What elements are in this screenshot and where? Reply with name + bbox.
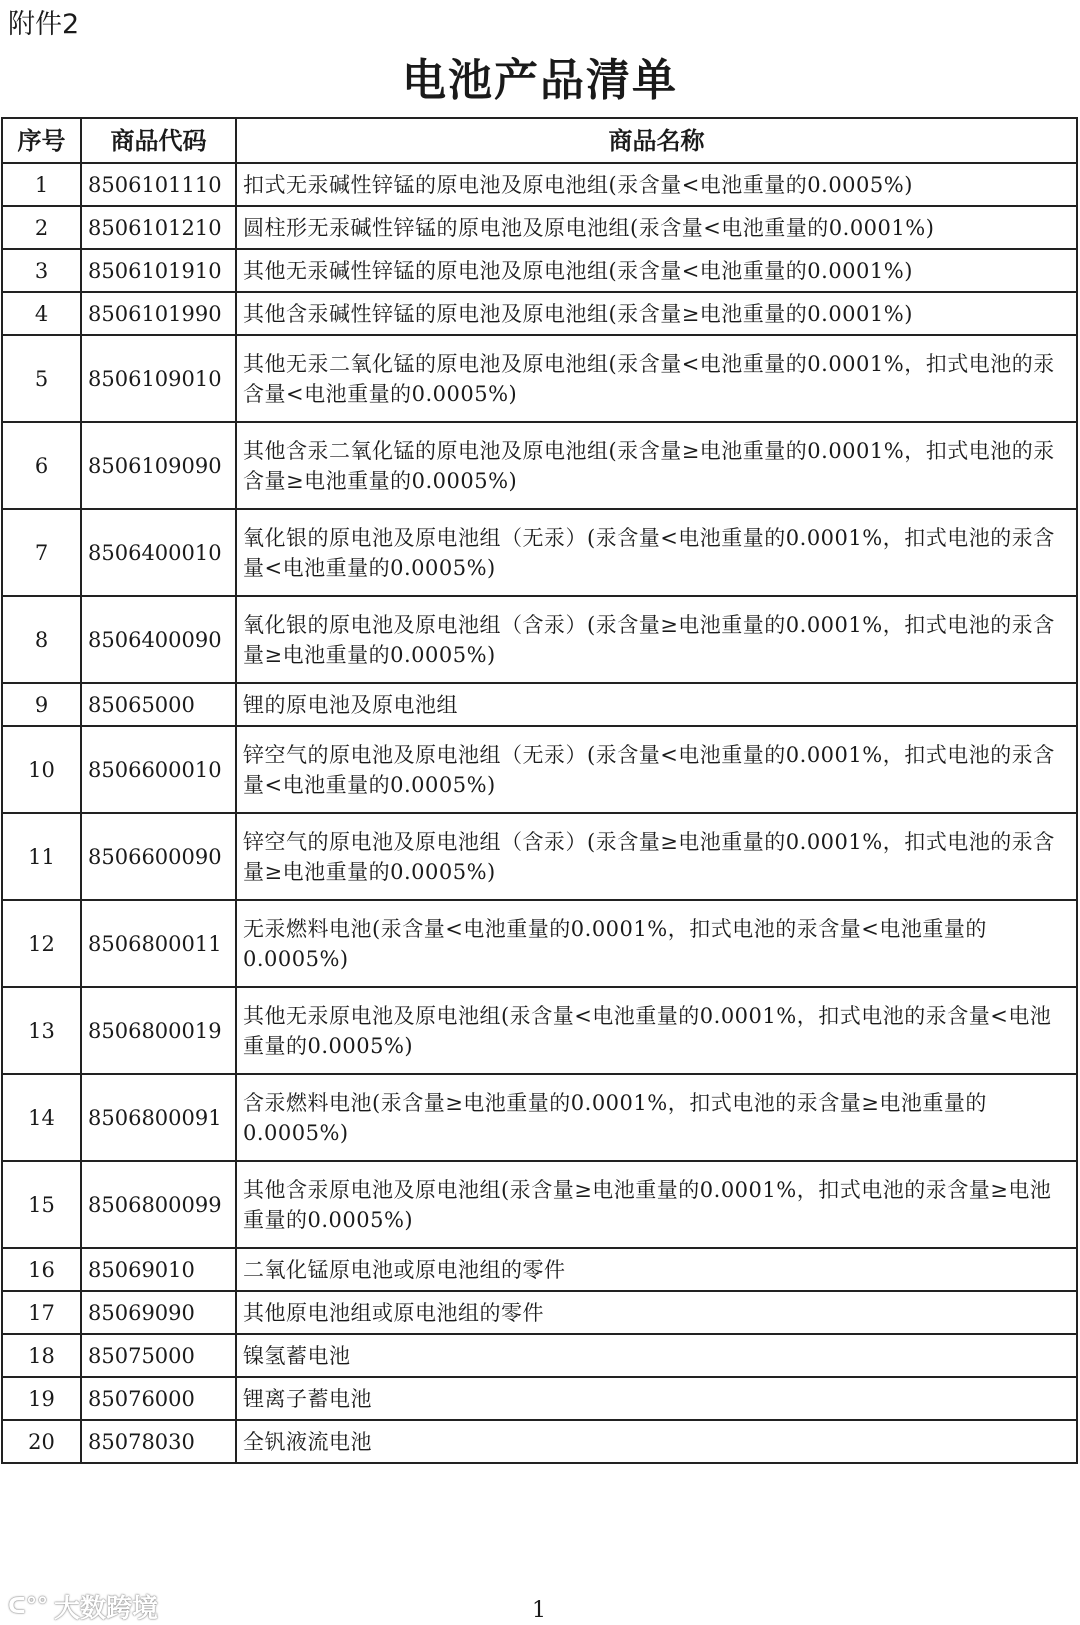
table-row [2, 509, 1077, 596]
row-number: 18 [2, 1334, 81, 1377]
table-row [2, 726, 1077, 813]
table-row [2, 683, 1077, 726]
product-name: 锌空气的原电池及原电池组（无汞）(汞含量<电池重量的0.0001%，扣式电池的汞含量<电池重量的0.0005%) [236, 726, 1077, 813]
row-number: 6 [2, 422, 81, 509]
watermark [8, 1588, 158, 1625]
product-code: 8506800019 [81, 987, 236, 1074]
product-name: 其他无汞原电池及原电池组(汞含量<电池重量的0.0001%，扣式电池的汞含量<电池重量的0.0005%) [236, 987, 1077, 1074]
product-code: 85065000 [81, 683, 236, 726]
row-number: 1 [2, 163, 81, 206]
product-code: 8506109010 [81, 335, 236, 422]
product-name: 全钒液流电池 [236, 1420, 1077, 1463]
product-name: 二氧化锰原电池或原电池组的零件 [236, 1248, 1077, 1291]
row-number: 12 [2, 900, 81, 987]
product-code: 8506400090 [81, 596, 236, 683]
product-code: 85069090 [81, 1291, 236, 1334]
product-code: 8506800091 [81, 1074, 236, 1161]
product-code: 85076000 [81, 1377, 236, 1420]
watermark-logo-icon: ᑕ°° [8, 1594, 48, 1619]
table-row [2, 1377, 1077, 1420]
table-row [2, 1161, 1077, 1248]
product-name: 圆柱形无汞碱性锌锰的原电池及原电池组(汞含量<电池重量的0.0001%) [236, 206, 1077, 249]
table-row [2, 813, 1077, 900]
table-row [2, 900, 1077, 987]
product-code: 8506101910 [81, 249, 236, 292]
product-name: 镍氢蓄电池 [236, 1334, 1077, 1377]
product-name: 氧化银的原电池及原电池组（无汞）(汞含量<电池重量的0.0001%，扣式电池的汞含量<电池重量的0.0005%) [236, 509, 1077, 596]
table-row [2, 422, 1077, 509]
row-number: 15 [2, 1161, 81, 1248]
row-number: 5 [2, 335, 81, 422]
page-number: 1 [532, 1598, 546, 1623]
product-name: 其他无汞二氧化锰的原电池及原电池组(汞含量<电池重量的0.0001%，扣式电池的汞含量<电池重量的0.0005%) [236, 335, 1077, 422]
row-number: 2 [2, 206, 81, 249]
table-row [2, 335, 1077, 422]
product-name: 其他含汞二氧化锰的原电池及原电池组(汞含量≥电池重量的0.0001%，扣式电池的汞含量≥电池重量的0.0005%) [236, 422, 1077, 509]
product-name: 无汞燃料电池(汞含量<电池重量的0.0001%，扣式电池的汞含量<电池重量的0.0005%) [236, 900, 1077, 987]
table-row [2, 1420, 1077, 1463]
table-row [2, 596, 1077, 683]
product-code: 8506600090 [81, 813, 236, 900]
product-name: 氧化银的原电池及原电池组（含汞）(汞含量≥电池重量的0.0001%，扣式电池的汞含量≥电池重量的0.0005%) [236, 596, 1077, 683]
table-row [2, 292, 1077, 335]
product-code: 85069010 [81, 1248, 236, 1291]
watermark-text: 大数跨境 [53, 1594, 158, 1624]
product-code: 8506800011 [81, 900, 236, 987]
product-name: 锂离子蓄电池 [236, 1377, 1077, 1420]
row-number: 16 [2, 1248, 81, 1291]
row-number: 10 [2, 726, 81, 813]
attachment-label: 附件2 [8, 9, 80, 40]
product-name: 其他无汞碱性锌锰的原电池及原电池组(汞含量<电池重量的0.0001%) [236, 249, 1077, 292]
product-name: 锌空气的原电池及原电池组（含汞）(汞含量≥电池重量的0.0001%，扣式电池的汞含量≥电池重量的0.0005%) [236, 813, 1077, 900]
battery-product-table [1, 117, 1078, 1464]
header-code: 商品代码 [81, 118, 236, 163]
row-number: 7 [2, 509, 81, 596]
row-number: 19 [2, 1377, 81, 1420]
product-code: 8506101990 [81, 292, 236, 335]
product-code: 8506400010 [81, 509, 236, 596]
table-row [2, 249, 1077, 292]
product-name: 其他含汞碱性锌锰的原电池及原电池组(汞含量≥电池重量的0.0001%) [236, 292, 1077, 335]
page-title: 电池产品清单 [402, 55, 678, 106]
product-code: 8506101110 [81, 163, 236, 206]
table-row [2, 1248, 1077, 1291]
table-row [2, 1291, 1077, 1334]
table-row [2, 1074, 1077, 1161]
header-name: 商品名称 [236, 118, 1077, 163]
table-row [2, 987, 1077, 1074]
row-number: 4 [2, 292, 81, 335]
product-code: 85075000 [81, 1334, 236, 1377]
product-code: 8506101210 [81, 206, 236, 249]
product-name: 扣式无汞碱性锌锰的原电池及原电池组(汞含量<电池重量的0.0005%) [236, 163, 1077, 206]
row-number: 3 [2, 249, 81, 292]
product-code: 8506600010 [81, 726, 236, 813]
row-number: 11 [2, 813, 81, 900]
row-number: 20 [2, 1420, 81, 1463]
row-number: 17 [2, 1291, 81, 1334]
row-number: 8 [2, 596, 81, 683]
table-header-row [2, 118, 1077, 163]
table-row [2, 163, 1077, 206]
product-code: 8506800099 [81, 1161, 236, 1248]
table-row [2, 1334, 1077, 1377]
row-number: 14 [2, 1074, 81, 1161]
product-name: 其他原电池组或原电池组的零件 [236, 1291, 1077, 1334]
product-code: 85078030 [81, 1420, 236, 1463]
row-number: 13 [2, 987, 81, 1074]
product-code: 8506109090 [81, 422, 236, 509]
row-number: 9 [2, 683, 81, 726]
product-name: 含汞燃料电池(汞含量≥电池重量的0.0001%，扣式电池的汞含量≥电池重量的0.0005%) [236, 1074, 1077, 1161]
product-name: 锂的原电池及原电池组 [236, 683, 1077, 726]
header-number: 序号 [2, 118, 81, 163]
product-name: 其他含汞原电池及原电池组(汞含量≥电池重量的0.0001%，扣式电池的汞含量≥电池重量的0.0005%) [236, 1161, 1077, 1248]
table-row [2, 206, 1077, 249]
